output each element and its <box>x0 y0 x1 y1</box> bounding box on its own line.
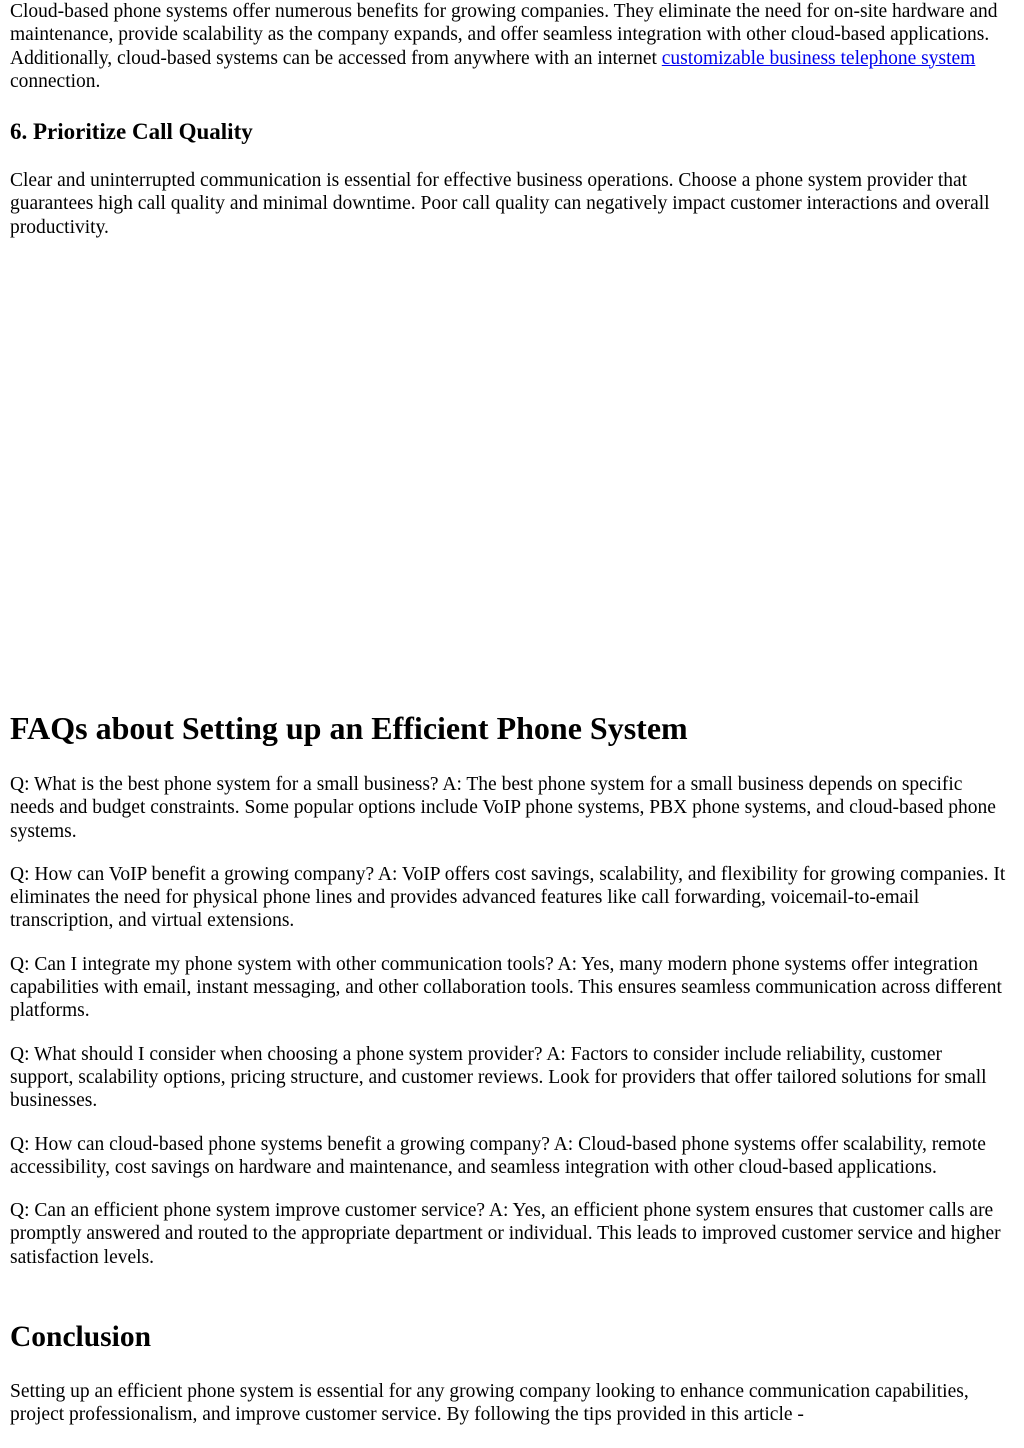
business-telephone-system-link[interactable]: customizable business telephone system <box>661 47 976 69</box>
intro-text-after-link: connection. <box>10 70 101 92</box>
faq-list <box>10 773 1010 1289</box>
faq-item: Q: How can cloud-based phone systems benefit a growing company? A: Cloud-based phone systems offer scalability, remote accessibility, cost savings on hardware and maintenance, and seamless integration with other cloud-based applications. <box>10 1133 986 1178</box>
intro-text-before-link: Cloud-based phone systems offer numerous benefits for growing companies. They eliminate the need for on-site hardware and maintenance, provide scalability as the company expands, and offer seamless integration with other cloud-based applications. Additionally, cloud-based systems can be accessed from anywhere with an internet <box>10 1 998 69</box>
faq-item: Q: What should I consider when choosing a phone system provider? A: Factors to consider include reliability, customer support, scalability options, pricing structure, and customer reviews. Look for providers that offer tailored solutions for small businesses. <box>10 1043 987 1112</box>
faq-item: Q: How can VoIP benefit a growing company? A: VoIP offers cost savings, scalability, and flexibility for growing companies. It eliminates the need for physical phone lines and provides advanced features like call forwarding, voicemail-to-email transcription, and virtual extensions. <box>10 863 1006 932</box>
faq-item: Q: Can an efficient phone system improve customer service? A: Yes, an efficient phone system ensures that customer calls are promptly answered and routed to the appropriate department or individual. This leads to improved customer service and higher satisfaction levels. <box>10 1200 1001 1268</box>
conclusion-paragraph: Setting up an efficient phone system is essential for any growing company looking to enhance communication capabilities, project professionalism, and improve customer service. By following the tips provided in this article - <box>10 1381 969 1426</box>
conclusion-heading: Conclusion <box>10 1321 151 1353</box>
section-heading-call-quality: 6. Prioritize Call Quality <box>10 119 253 144</box>
section-paragraph-call-quality: Clear and uninterrupted communication is essential for effective business operations. Choose a phone system provider that guarantees high call quality and minimal downtime. Poor call quality can negatively impact customer interactions and overall productivity. <box>10 170 990 238</box>
intro-paragraph <box>10 0 1010 93</box>
faq-heading: FAQs about Setting up an Efficient Phone System <box>10 710 688 746</box>
faq-item: Q: What is the best phone system for a small business? A: The best phone system for a small business depends on specific needs and budget constraints. Some popular options include VoIP phone systems, PBX phone systems, and cloud-based phone systems. <box>10 774 996 842</box>
faq-item: Q: Can I integrate my phone system with other communication tools? A: Yes, many modern phone systems offer integration capabilities with email, instant messaging, and other collaboration tools. This ensures seamless communication across different platforms. <box>10 953 1002 1022</box>
